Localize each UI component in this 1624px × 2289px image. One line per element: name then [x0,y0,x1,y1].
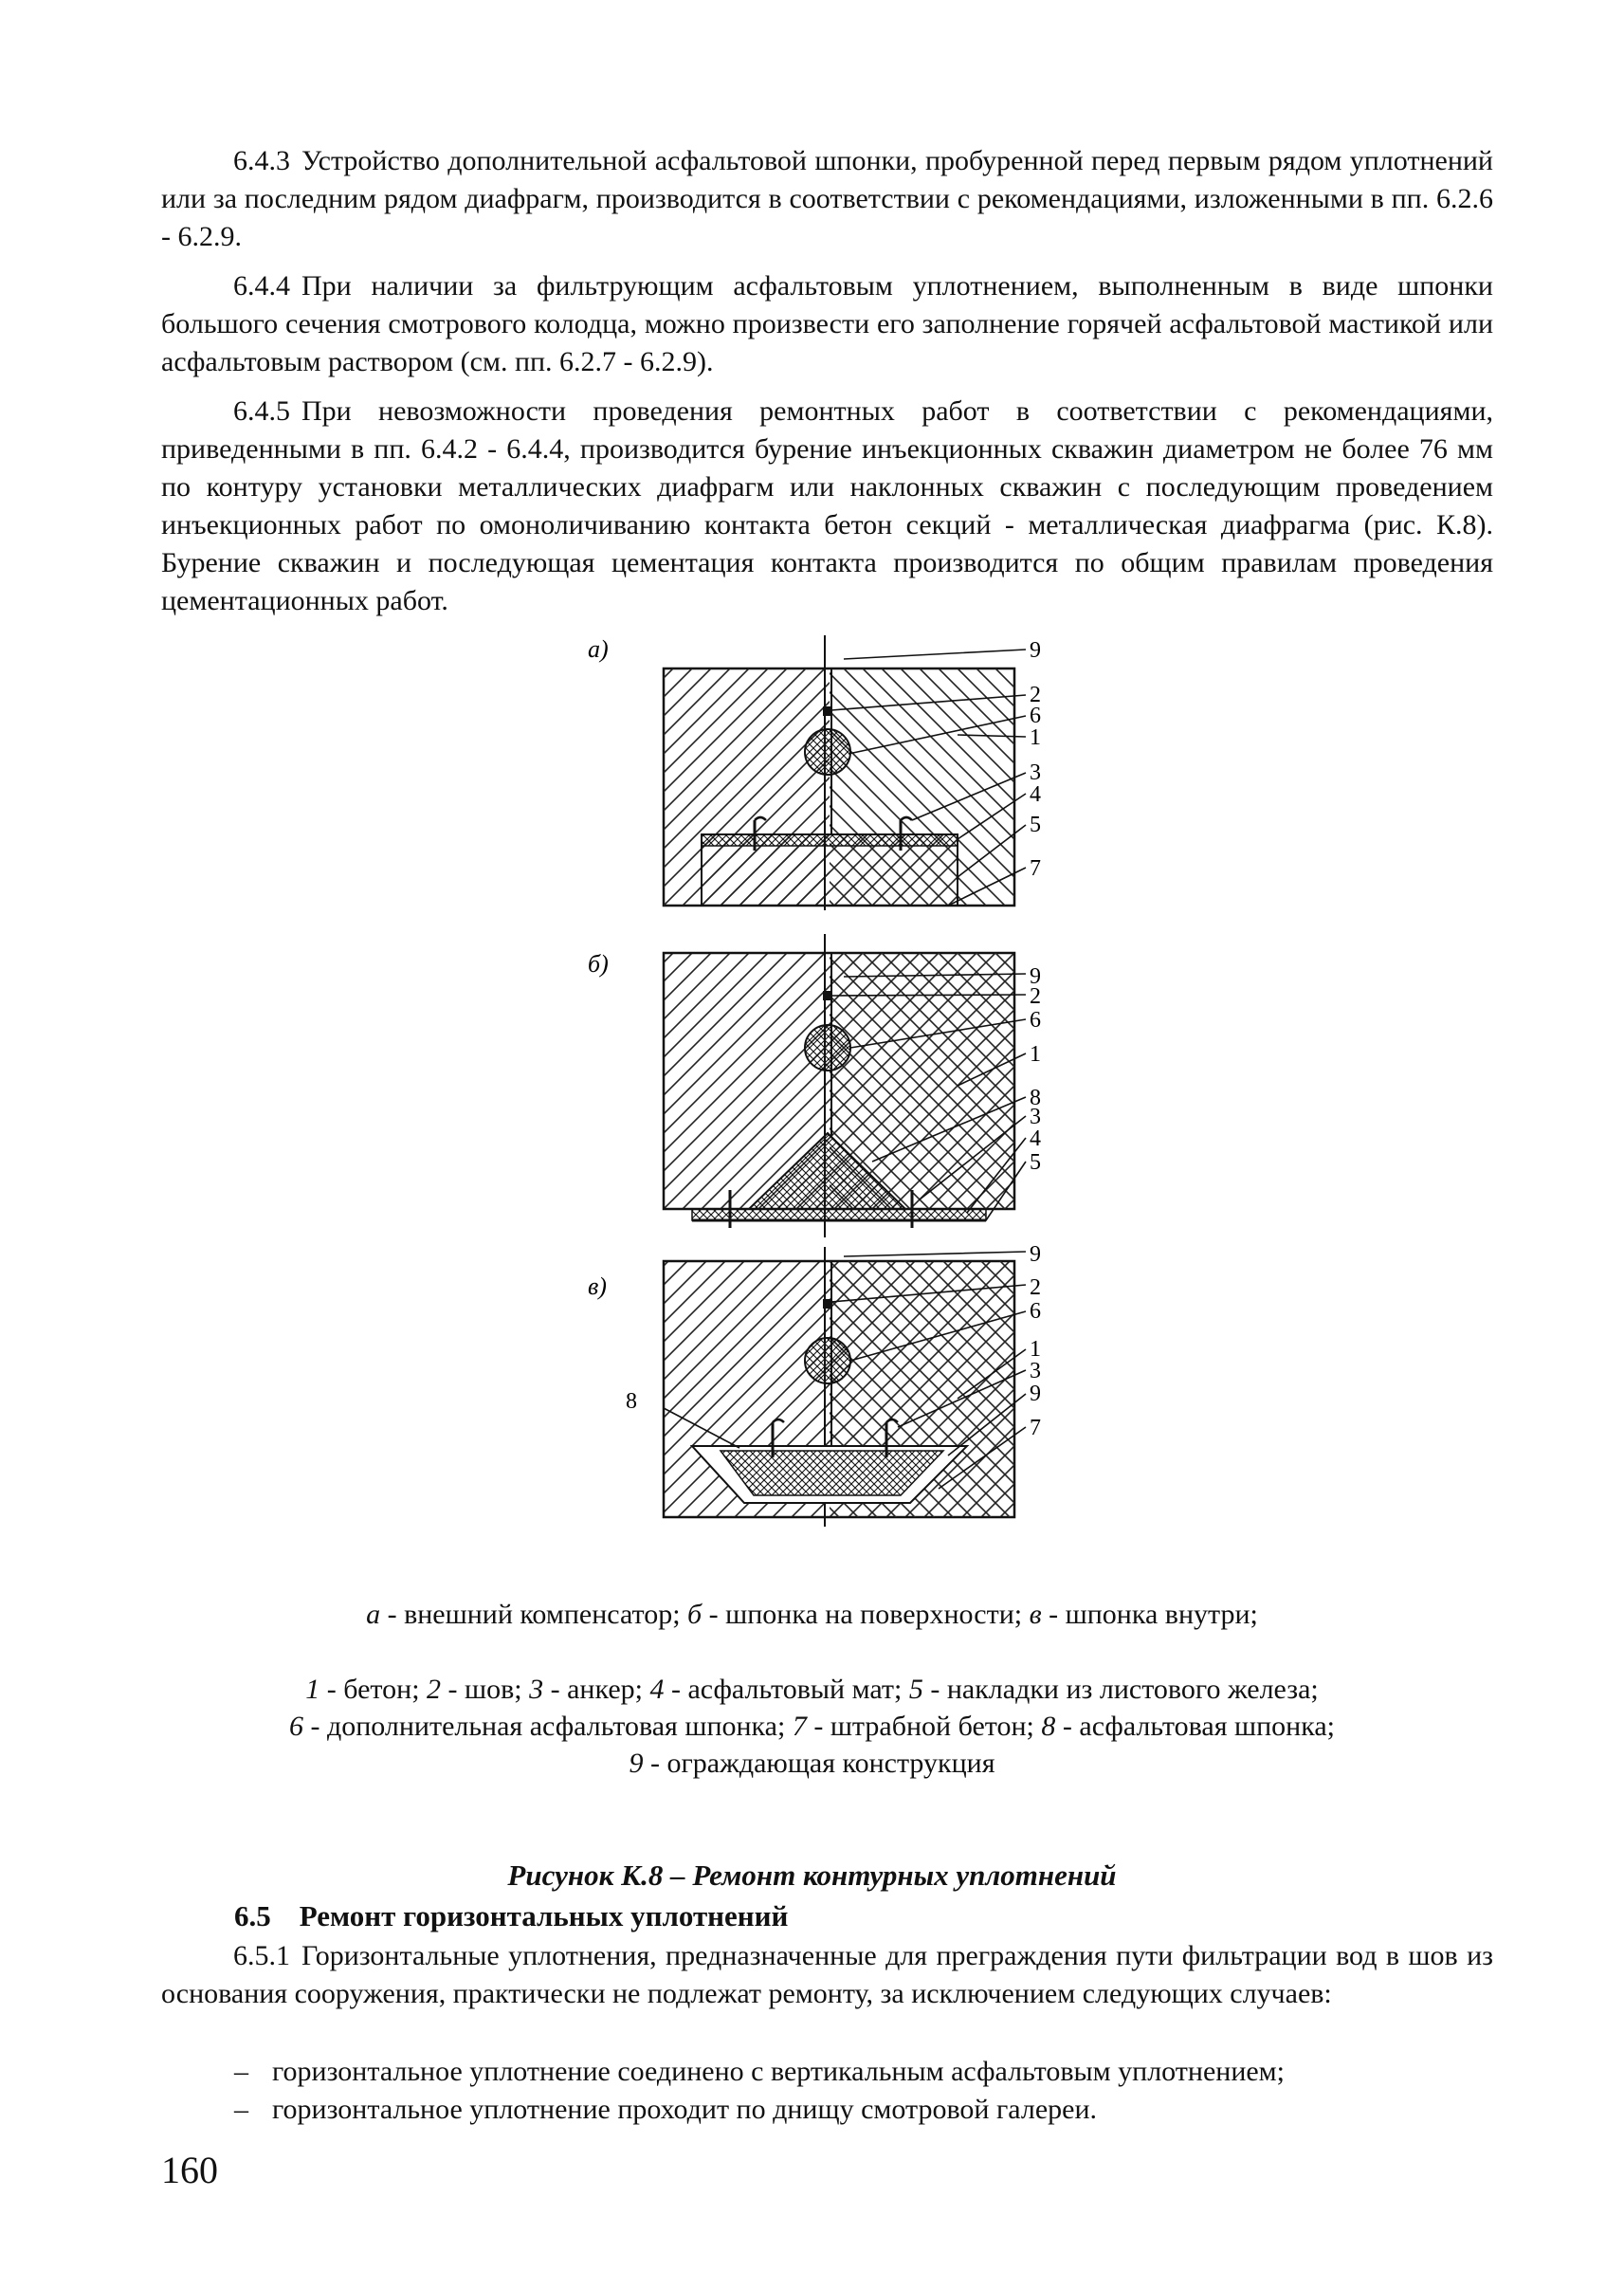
panel-b [588,934,1041,1237]
clause-number: 6.4.4 [233,270,290,302]
section-heading [234,1899,788,1933]
legend-text: - асфальтовая шпонка; [1055,1711,1335,1742]
label-a-4: 1 [1030,725,1041,750]
section-title: Ремонт горизонтальных уплотнений [299,1899,789,1932]
caption-legend [0,1671,1624,1782]
label-v-4: 1 [1030,1337,1041,1362]
figure-k8-drawing [559,631,1071,1531]
paragraph-6-5-1 [161,1937,1493,2013]
legend-key: 9 [629,1748,644,1779]
label-v-2: 2 [1030,1275,1041,1300]
legend-key: 6 [288,1711,303,1742]
paragraph-text: Устройство дополнительной асфальтовой шпонки, пробуренной перед первым рядом уплотнений или за последним рядом диафрагм, производится в соответствии с рекомендациями, изложенными в пп. 6.2.6 - 6.2.9. [161,145,1493,252]
label-a-3: 6 [1030,704,1041,728]
legend-line-2 [0,1708,1624,1745]
label-v-3: 6 [1030,1299,1041,1324]
list-item-text: горизонтальное уплотнение проходит по днищу смотровой галереи. [272,2094,1098,2125]
figure-title: Рисунок К.8 – Ремонт контурных уплотнений [507,1859,1117,1892]
variant-key: в [1029,1599,1042,1630]
legend-key: 1 [305,1674,320,1705]
label-a-1: 9 [1030,638,1041,663]
page-number: 160 [161,2149,218,2191]
label-a-6: 4 [1030,782,1041,807]
variant-text: - шпонка внутри; [1041,1599,1258,1630]
panel-a-letter: а) [588,635,609,663]
label-b-1: 9 [1030,964,1041,989]
panel-b-letter: б) [588,950,609,978]
label-v-5: 3 [1030,1359,1041,1383]
list-dash: – [234,2094,248,2125]
legend-key: 8 [1041,1711,1056,1742]
label-a-7: 5 [1030,813,1041,837]
list-item-text: горизонтальное уплотнение соединено с вертикальным асфальтовым уплотнением; [272,2056,1286,2087]
section-number: 6.5 [234,1899,271,1932]
label-a-8: 7 [1030,856,1041,881]
paragraph-6-4-4 [161,267,1493,381]
label-a-5: 3 [1030,760,1041,785]
label-b-7: 4 [1030,1126,1041,1151]
list-item [234,2053,1285,2091]
label-v-7: 7 [1030,1416,1041,1440]
legend-line-3 [0,1745,1624,1782]
panel-v [588,1242,1041,1527]
paragraph-6-5-1-block [161,1937,1493,2013]
list-dash: – [234,2056,248,2087]
variant-text: - внешний компенсатор; [380,1599,688,1630]
paragraph-text: При невозможности проведения ремонтных работ в соответствии с рекомендациями, приведенными в пп. 6.4.2 - 6.4.4, производится бурение инъекционных скважин диаметром не более 76 мм по контуру установки металлических диафрагм или наклонных скважин с последующим проведением инъекционных работ по омоноличиванию контакта бетон секций - металлическая диафрагма (рис. К.8). Бурение скважин и последующая цементация контакта производится по общим правилам проведения цементационных работ. [161,395,1493,616]
list-item [234,2091,1097,2129]
caption-variants [0,1596,1624,1633]
legend-text: - бетон; [319,1674,428,1705]
label-v-1: 9 [1030,1242,1041,1267]
panel-v-letter: в) [588,1273,607,1300]
label-b-8: 5 [1030,1150,1041,1175]
legend-key: 5 [908,1674,923,1705]
legend-line-1 [0,1671,1624,1708]
label-a-2: 2 [1030,683,1041,707]
legend-text: - асфальтовый мат; [664,1674,909,1705]
paragraph-text: Горизонтальные уплотнения, предназначенные для преграждения пути фильтрации вод в шов из основания сооружения, практически не подлежат ремонту, за исключением следующих случаев: [161,1940,1493,2009]
panel-a [588,635,1041,910]
label-v-6: 9 [1030,1382,1041,1406]
label-b-4: 1 [1030,1042,1041,1067]
top-text [161,142,1493,632]
legend-text: - анкер; [543,1674,650,1705]
label-v-8: 8 [626,1389,637,1414]
legend-key: 7 [792,1711,807,1742]
legend-key: 4 [649,1674,665,1705]
paragraph-6-4-3 [161,142,1493,256]
label-b-5: 8 [1030,1086,1041,1110]
legend-text: - шов; [441,1674,530,1705]
variant-key: б [687,1599,703,1630]
clause-number: 6.5.1 [233,1940,290,1971]
legend-text: - накладки из листового железа; [922,1674,1319,1705]
legend-text: - ограждающая конструкция [643,1748,995,1779]
variant-text: - шпонка на поверхности; [702,1599,1030,1630]
clause-number: 6.4.5 [233,395,290,427]
legend-text: - дополнительная асфальтовая шпонка; [302,1711,793,1742]
legend-key: 3 [529,1674,544,1705]
clause-number: 6.4.3 [233,145,290,176]
label-b-2: 2 [1030,984,1041,1009]
label-b-3: 6 [1030,1008,1041,1033]
label-b-6: 3 [1030,1105,1041,1129]
legend-key: 2 [427,1674,442,1705]
paragraph-6-4-5 [161,393,1493,620]
legend-text: - штрабной бетон; [806,1711,1042,1742]
variant-key: а [366,1599,381,1630]
paragraph-text: При наличии за фильтрующим асфальтовым уплотнением, выполненным в виде шпонки большого сечения смотрового колодца, можно произвести его заполнение горячей асфальтовой мастикой или асфальтовым раствором (см. пп. 6.2.7 - 6.2.9). [161,270,1493,377]
